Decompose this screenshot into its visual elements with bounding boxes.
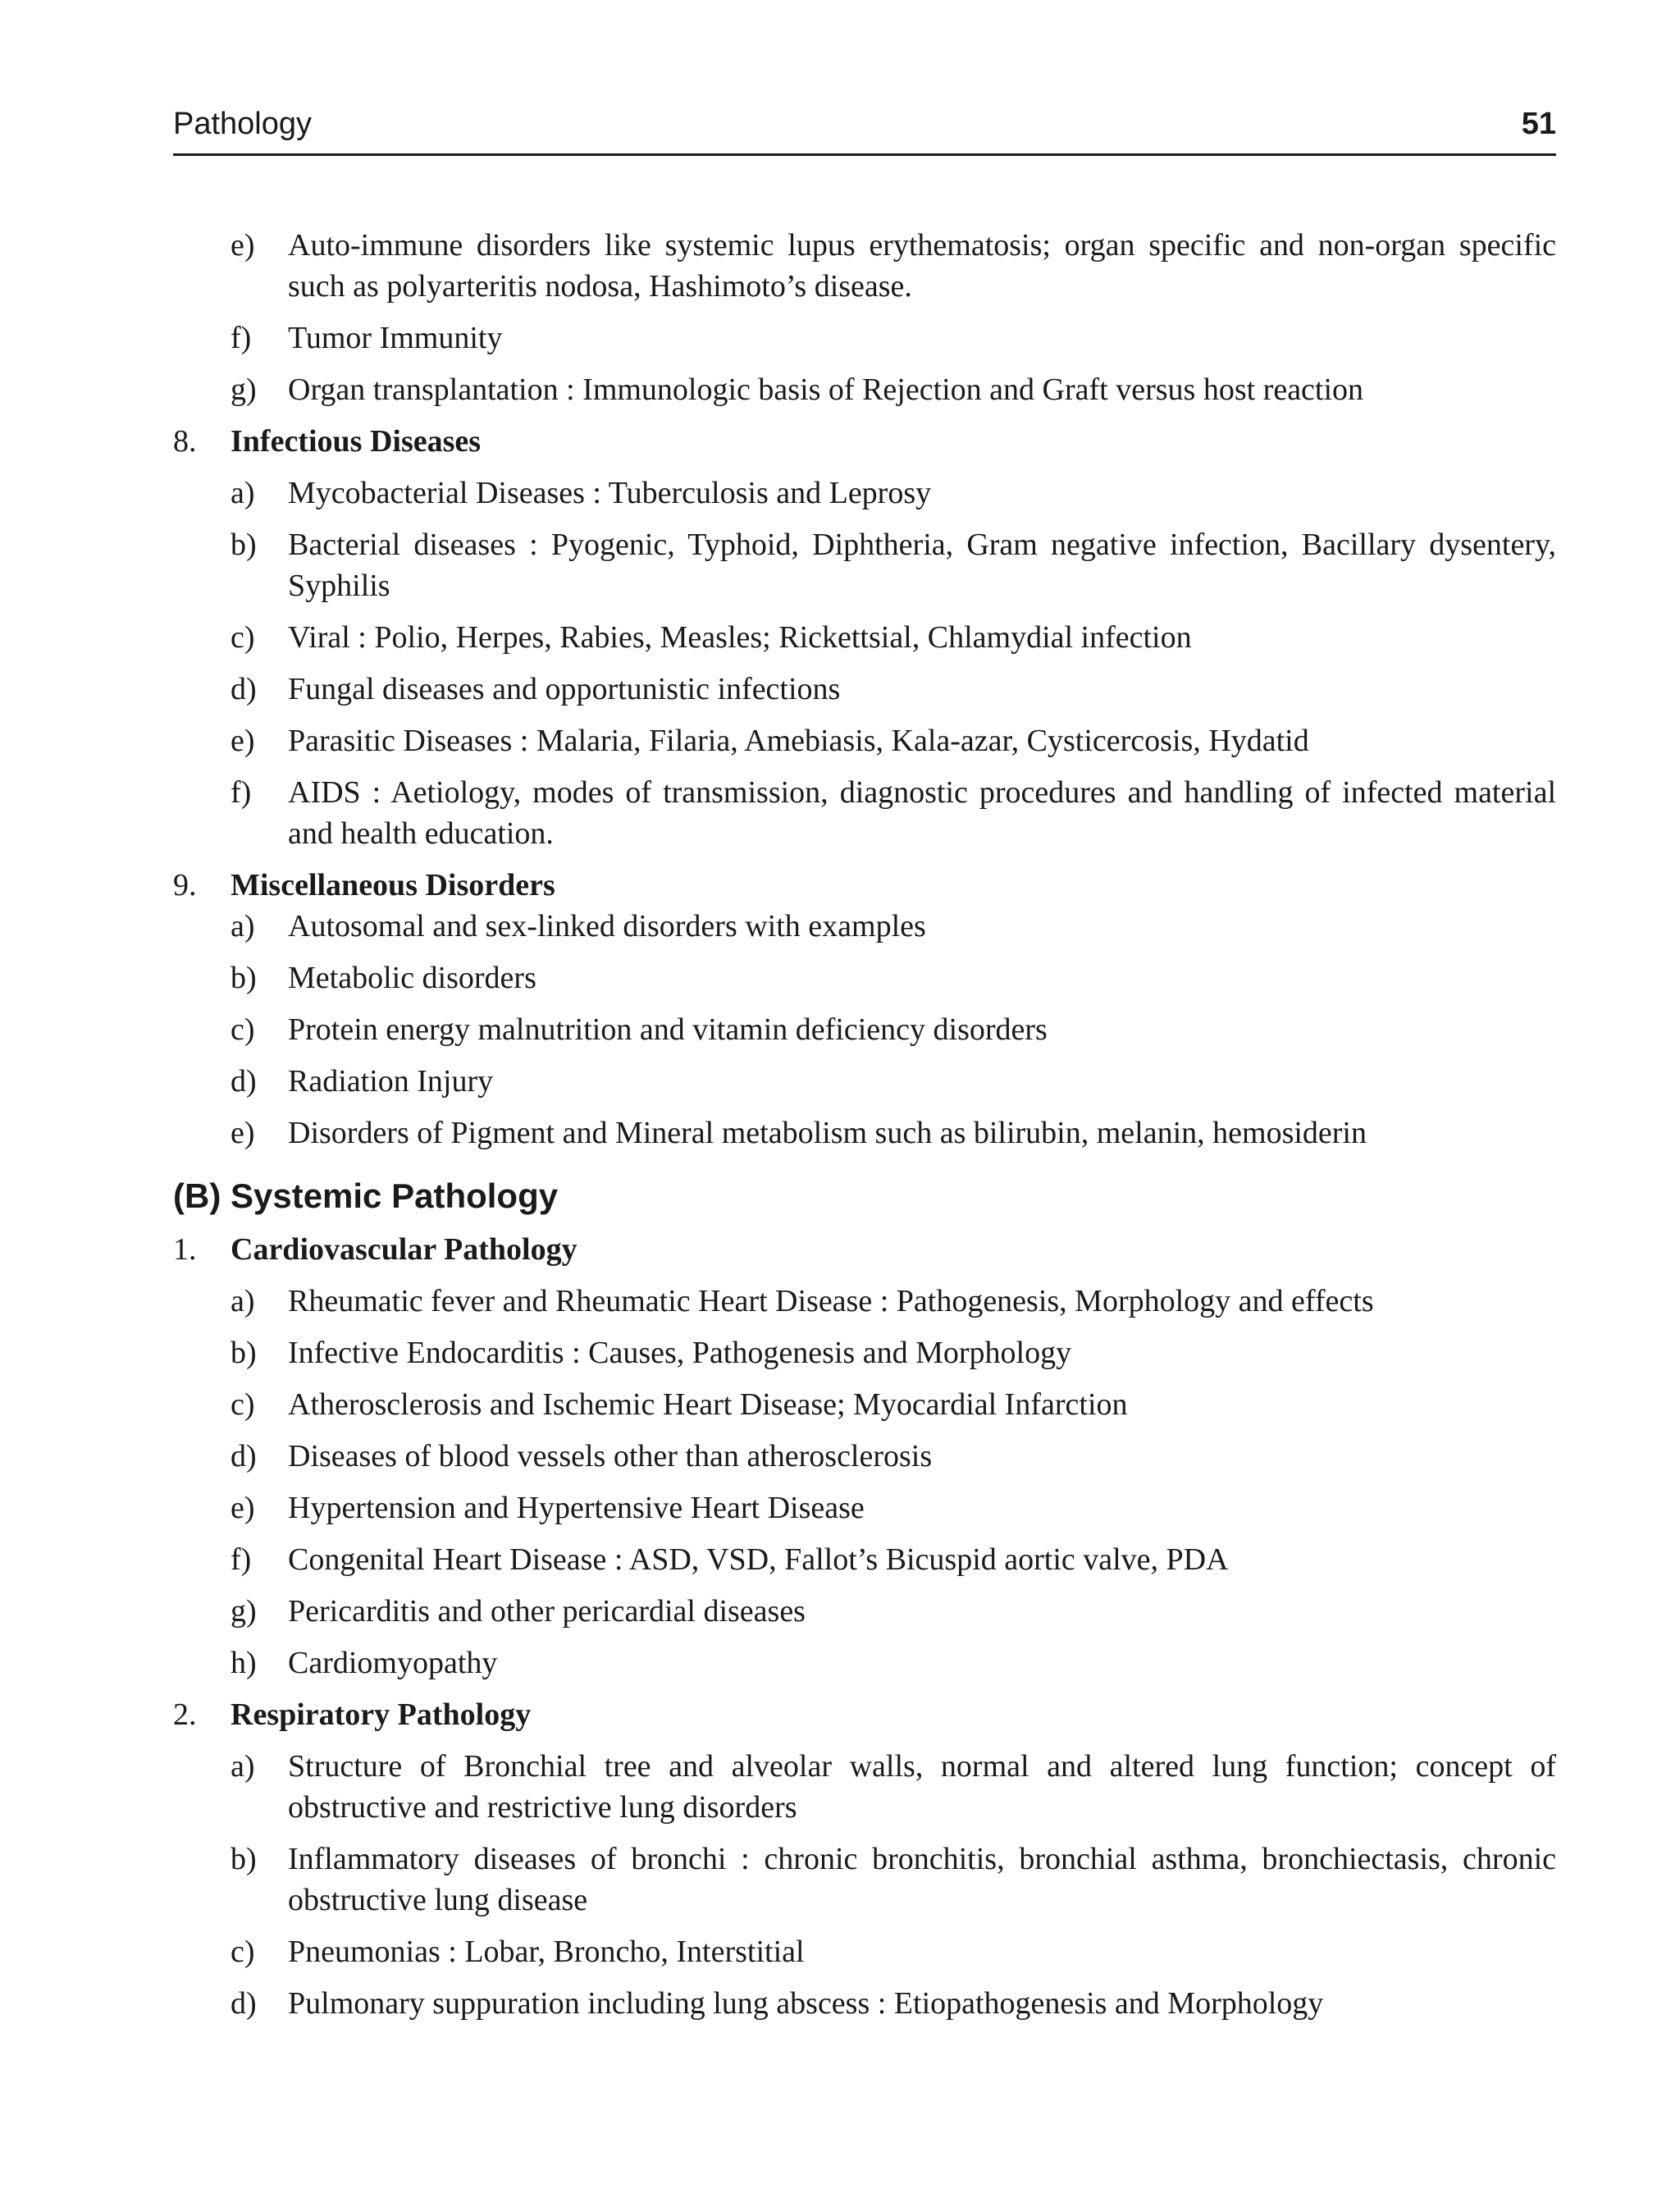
list-item: [173, 1384, 1556, 1425]
item-marker: f): [231, 321, 252, 355]
item-marker: b): [231, 961, 257, 995]
item-text: Parasitic Diseases : Malaria, Filaria, Amebiasis, Kala-azar, Cysticercosis, Hydatid: [288, 724, 1309, 758]
item-text: Mycobacterial Diseases : Tuberculosis and Leprosy: [288, 476, 932, 510]
running-header: [173, 107, 1556, 156]
section-number: 1.: [173, 1232, 197, 1267]
list-item: [173, 1839, 1556, 1921]
item-marker: c): [231, 1935, 255, 1969]
list-item: [173, 1061, 1556, 1102]
list-item: [173, 1112, 1556, 1154]
item-text: Organ transplantation : Immunologic basis of Rejection and Graft versus host reaction: [288, 372, 1364, 407]
item-text: Infective Endocarditis : Causes, Pathogenesis and Morphology: [288, 1336, 1072, 1370]
list-item: [173, 524, 1556, 606]
item-text: Radiation Injury: [288, 1064, 494, 1099]
list-item: [173, 318, 1556, 359]
item-marker: g): [231, 1594, 257, 1629]
item-marker: f): [231, 1542, 252, 1577]
item-text: Diseases of blood vessels other than atherosclerosis: [288, 1439, 933, 1473]
item-marker: e): [231, 1491, 255, 1525]
section-list: [173, 473, 1556, 854]
item-text: Protein energy malnutrition and vitamin deficiency disorders: [288, 1012, 1048, 1047]
item-text: Congenital Heart Disease : ASD, VSD, Fallot’s Bicuspid aortic valve, PDA: [288, 1542, 1229, 1577]
document-page: [173, 107, 1556, 2035]
section-title: Miscellaneous Disorders: [231, 868, 555, 902]
list-item: [173, 1487, 1556, 1528]
section-title: Infectious Diseases: [231, 424, 482, 459]
item-marker: b): [231, 1842, 257, 1876]
continued-list: [173, 225, 1556, 410]
list-item: [173, 1436, 1556, 1477]
item-text: Autosomal and sex-linked disorders with examples: [288, 909, 926, 943]
section-title: Respiratory Pathology: [231, 1697, 532, 1732]
item-text: Pericarditis and other pericardial diseases: [288, 1594, 806, 1629]
item-text: Pulmonary suppuration including lung abscess : Etiopathogenesis and Morphology: [288, 1986, 1324, 2021]
list-item: [173, 720, 1556, 761]
list-item: [173, 1591, 1556, 1632]
list-item: [173, 617, 1556, 658]
syllabus-content: [173, 225, 1556, 2024]
item-text: Metabolic disorders: [288, 961, 536, 995]
item-text: AIDS : Aetiology, modes of transmission, diagnostic procedures and handling of infected material and health education.: [288, 775, 1556, 851]
section-heading: [173, 865, 1556, 906]
list-item: [173, 906, 1556, 947]
list-item: [173, 369, 1556, 410]
list-item: [173, 957, 1556, 998]
item-marker: e): [231, 724, 255, 758]
item-text: Bacterial diseases : Pyogenic, Typhoid, Diphtheria, Gram negative infection, Bacillary dysentery, Syphilis: [288, 528, 1556, 603]
section-number: 2.: [173, 1697, 197, 1732]
item-marker: e): [231, 1116, 255, 1150]
running-title: Pathology: [173, 107, 313, 141]
item-text: Auto-immune disorders like systemic lupus erythematosis; organ specific and non-organ specific such as polyarteritis nodosa, Hashimoto’s disease.: [288, 228, 1556, 304]
item-text: Rheumatic fever and Rheumatic Heart Disease : Pathogenesis, Morphology and effects: [288, 1284, 1374, 1318]
list-item: [173, 1931, 1556, 1972]
item-text: Structure of Bronchial tree and alveolar walls, normal and altered lung function; concept of obstructive and restrictive lung disorders: [288, 1749, 1556, 1825]
item-marker: b): [231, 1336, 257, 1370]
item-marker: g): [231, 372, 257, 407]
item-marker: f): [231, 775, 252, 810]
section-title: Cardiovascular Pathology: [231, 1232, 578, 1267]
section-list: [173, 1746, 1556, 2024]
list-item: [173, 473, 1556, 514]
section-number: 8.: [173, 424, 197, 459]
section-heading: [173, 1694, 1556, 1735]
item-text: Pneumonias : Lobar, Broncho, Interstitial: [288, 1935, 805, 1969]
list-item: [173, 1983, 1556, 2024]
list-item: [173, 1009, 1556, 1050]
list-item: [173, 669, 1556, 710]
list-item: [173, 1332, 1556, 1373]
item-marker: d): [231, 672, 257, 706]
section-number: 9.: [173, 868, 197, 902]
item-marker: h): [231, 1646, 257, 1680]
item-marker: a): [231, 1284, 255, 1318]
page-number: 51: [1521, 107, 1556, 141]
item-marker: d): [231, 1064, 257, 1099]
item-text: Atherosclerosis and Ischemic Heart Disease; Myocardial Infarction: [288, 1387, 1128, 1422]
list-item: [173, 1539, 1556, 1580]
item-marker: a): [231, 1749, 255, 1784]
item-marker: c): [231, 1387, 255, 1422]
item-text: Disorders of Pigment and Mineral metabolism such as bilirubin, melanin, hemosiderin: [288, 1116, 1367, 1150]
item-text: Viral : Polio, Herpes, Rabies, Measles; Rickettsial, Chlamydial infection: [288, 620, 1192, 655]
item-marker: a): [231, 909, 255, 943]
item-marker: a): [231, 476, 255, 510]
list-item: [173, 1642, 1556, 1683]
list-item: [173, 1281, 1556, 1322]
section-heading: [173, 1229, 1556, 1270]
item-marker: d): [231, 1439, 257, 1473]
list-item: [173, 1746, 1556, 1828]
section-list: [173, 906, 1556, 1154]
item-marker: e): [231, 228, 255, 263]
list-item: [173, 225, 1556, 307]
section-list: [173, 1281, 1556, 1683]
item-marker: c): [231, 1012, 255, 1047]
item-marker: c): [231, 620, 255, 655]
part-heading: (B) Systemic Pathology: [173, 1176, 559, 1215]
item-text: Fungal diseases and opportunistic infections: [288, 672, 841, 706]
item-text: Tumor Immunity: [288, 321, 503, 355]
section-heading: [173, 421, 1556, 462]
item-marker: d): [231, 1986, 257, 2021]
item-text: Inflammatory diseases of bronchi : chronic bronchitis, bronchial asthma, bronchiectasis, chronic obstructive lung disease: [288, 1842, 1556, 1917]
item-marker: b): [231, 528, 257, 562]
list-item: [173, 772, 1556, 854]
item-text: Cardiomyopathy: [288, 1646, 498, 1680]
item-text: Hypertension and Hypertensive Heart Disease: [288, 1491, 865, 1525]
